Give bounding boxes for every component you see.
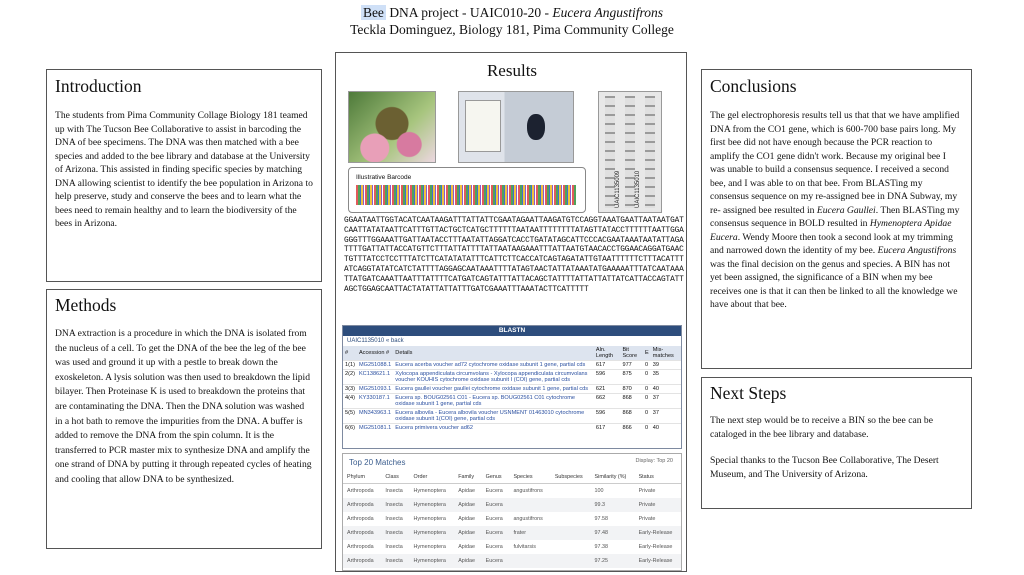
blastn-cell: 35 <box>651 370 681 385</box>
blastn-cell: 37 <box>651 394 681 409</box>
blastn-cell: 40 <box>651 385 681 394</box>
blastn-cell: 40 <box>651 424 681 433</box>
top-20-matches-screenshot <box>342 453 682 571</box>
blastn-table <box>343 346 681 432</box>
blastn-cell: 617 <box>594 424 621 433</box>
blastn-cell: 37 <box>651 409 681 424</box>
dna-sequence: GGAATAATTGGTACATCAATAAGATTTATTATTCGAATAGAATTAAGATGTCCAGGTAAATGAATTAATAATGATCAATTATATAATTCATTTGTTACTGCTCATGCTTTTTTAATAATTTTTTTTATAGTTATACCTTTTTTAATTGGAGGGTTTGGAAATTGATTAATACCTTTAATATTAGGATCACCTGATATAGCATTCCCACGAATAAATAATATTAGATTTTGATTATTACCATGTTCTTTATTATTTTATTAATAAGAAATTTATTAATGTAACACCTGGAACAGGATGAACTGTTTATCCTCCTTTATCTTCATATATATTTCATTCTTCACCATCAGTAGATATTGTAATTTTTTCTTTACATTTATCAGGTATATCATCTATTTTAGGAGCAATAAATTTTATAGTAACTATTATAAATATGAAAAATTTATCAATAAATTATGATCAAATTAATTTATTTTCATGATCAGTATTTATTACAGCTATTTTATTATTATTATCATTACCAGTATTAGCTGGAGCAATTACTATATTATTATTTGATCGAAATTTAAATACTTCATTTTT <box>344 217 684 294</box>
top20-cell: Arthropoda <box>347 544 374 550</box>
blastn-column-header: E <box>643 346 651 361</box>
introduction-panel <box>46 69 322 282</box>
blastn-column-header: Details <box>393 346 594 361</box>
top20-cell <box>551 526 591 540</box>
gel-label: UAIC1135010 <box>635 170 641 208</box>
blastn-cell: KY330187.1 <box>357 394 393 409</box>
gel-lane <box>625 96 635 208</box>
blastn-back-link[interactable]: « back <box>385 338 404 344</box>
blastn-cell: 875 <box>620 370 643 385</box>
top20-cell: 97.48 <box>591 526 635 540</box>
blastn-cell: 0 <box>643 394 651 409</box>
top20-cell: Early-Release <box>638 544 673 550</box>
conclusions-text: The gel electrophoresis results tell us that that we have amplified DNA from the CO1 gene, which is 600-700 base pairs long. My first bee did not have enough because the PCR reaction to amplify the CO1 gene didn't work. Because my original bee I was unable to build a consensus sequence. I received a second bee, and I was able to on that bee. From BLASTing my consensus sequence on my re-assigned bee in DNA Subway, my re- assigned bee resulted in Eucera Gaullei. Then BLASTing my consensus sequence in BOLD resulted in Hymenoptera Apidae Eucera. Wendy Moore then took a second look at my trimming and narrowed down the identity of my bee. Eucera Angustifrons was the final decision on the genus and species. A BIN has not yet been assigned, the significance of a BIN when my bee receives one is that it can then be linked to all the knowledge we have about that bee. <box>710 110 960 310</box>
blastn-cell: 621 <box>594 385 621 394</box>
top20-cell: Private <box>638 516 656 522</box>
top20-cell: Eucera <box>482 498 510 512</box>
conclusions-panel <box>701 69 972 369</box>
top20-cell: Hymenoptera <box>410 526 455 540</box>
barcode-title: Illustrative Barcode <box>356 174 412 181</box>
introduction-heading: Introduction <box>55 76 142 96</box>
top20-cell: Hymenoptera <box>410 554 455 568</box>
gel-lane <box>645 96 655 208</box>
methods-heading: Methods <box>55 295 117 315</box>
blastn-cell: 6(6) <box>345 425 355 431</box>
top20-cell: Apidae <box>458 488 475 494</box>
blastn-row[interactable] <box>343 370 681 385</box>
top20-cell: Insecta <box>381 498 409 512</box>
top20-cell: Hymenoptera <box>413 516 446 522</box>
top20-cell <box>551 484 591 499</box>
top20-cell: Early-Release <box>635 526 681 540</box>
blastn-column-header: Accession # <box>357 346 393 361</box>
blastn-title: BLASTN <box>343 326 681 336</box>
blastn-cell: 866 <box>620 424 643 433</box>
top20-column-header: Phylum <box>343 471 381 484</box>
blastn-cell: 0 <box>643 385 651 394</box>
bee-specimen <box>527 114 545 140</box>
next-steps-text: The next step would be to receive a BIN so the bee can be cataloged in the bee library and database. <box>710 415 933 440</box>
results-heading: Results <box>486 61 538 80</box>
top20-cell: Apidae <box>458 544 475 550</box>
top20-cell: Hymenoptera <box>410 498 455 512</box>
blastn-cell: 0 <box>643 370 651 385</box>
blastn-cell: MG251088.1 <box>358 362 392 368</box>
top20-cell: Apidae <box>458 516 475 522</box>
poster-title <box>0 4 1024 21</box>
top20-column-header: Subspecies <box>551 471 591 484</box>
top20-cell: Apidae <box>454 526 481 540</box>
top20-cell: Insecta <box>385 516 403 522</box>
blastn-cell: 1(1) <box>345 362 355 368</box>
top20-cell: fulvitarsis <box>513 544 536 550</box>
top20-cell: Arthropoda <box>343 554 381 568</box>
top20-cell: Apidae <box>454 498 481 512</box>
top20-row <box>343 512 681 526</box>
top20-column-header: Status <box>635 471 681 484</box>
title-text: DNA project - UAIC010-20 - <box>385 5 553 20</box>
gel-lane <box>605 96 615 208</box>
title-species: Eucera Angustifrons <box>552 5 664 20</box>
top20-cell: Private <box>638 488 656 494</box>
blastn-cell: 2(2) <box>343 370 357 385</box>
top20-column-header: Order <box>410 471 455 484</box>
top20-cell: Hymenoptera <box>413 488 446 494</box>
top20-cell: Eucera <box>482 554 510 568</box>
gel-electrophoresis-image <box>598 91 662 213</box>
blastn-cell: 0 <box>643 361 651 370</box>
specimen-label <box>465 100 501 152</box>
blastn-row[interactable] <box>343 385 681 394</box>
top20-cell: Eucera <box>485 488 503 494</box>
blastn-results-screenshot <box>342 325 682 449</box>
top20-title: Top 20 Matches <box>349 458 406 467</box>
top20-cell: Early-Release <box>635 554 681 568</box>
top20-cell: 97.25 <box>591 554 635 568</box>
top20-display-select[interactable]: Display: Top 20 <box>635 458 673 464</box>
blastn-cell: MG251081.1 <box>358 425 392 431</box>
blastn-cell: Eucera gaullei voucher gaullei cytochrome oxidase subunit 1 gene, partial cds <box>393 385 594 394</box>
top20-column-header: Genus <box>482 471 510 484</box>
top20-row <box>343 554 681 568</box>
blastn-row[interactable] <box>343 409 681 424</box>
blastn-cell: Eucera acerba voucher ad72 cytochrome oxidase subunit 1 gene, partial cds <box>393 361 594 370</box>
blastn-cell: 0 <box>643 409 651 424</box>
blastn-column-header: Mis-matches <box>651 346 681 361</box>
next-steps-heading: Next Steps <box>710 383 787 403</box>
blastn-cell: Eucera albovila - Eucera albovila voucher USNMENT 01463010 cytochrome oxidase subunit 1(COI) gene, partial cds <box>393 409 594 424</box>
top20-cell: 100 <box>594 488 604 494</box>
top20-cell: Eucera <box>485 516 503 522</box>
top20-cell: angustifrons <box>513 516 543 522</box>
blastn-cell: 39 <box>651 361 681 370</box>
top20-cell: angustifrons <box>513 488 543 494</box>
illustrative-barcode <box>348 167 586 213</box>
top20-cell <box>509 498 550 512</box>
top20-cell <box>551 512 591 526</box>
top20-cell: Eucera <box>485 544 503 550</box>
blastn-row[interactable] <box>343 394 681 409</box>
top20-cell: Arthropoda <box>343 526 381 540</box>
top20-cell: Private <box>635 498 681 512</box>
introduction-text: The students from Pima Community Collage Biology 181 teamed up with The Tucson Bee Collaborative to assist in barcoding the DNA of bee specimens. The DNA was then matched with a bee species and added to the bee library and database at the University of Arizona. This assisted in finding specific species by matching DNA allowing scientist to identify the bee population in Arizona to help preserve, study and conserve the bees and to learn what the bees need to remain healthy and to learn the biodiversity of the bees in Arizona. <box>55 110 313 229</box>
methods-panel <box>46 289 322 549</box>
blastn-column-header: Aln. Length <box>594 346 621 361</box>
top20-column-header: Similarity (%) <box>591 471 635 484</box>
top20-row <box>343 498 681 512</box>
top20-cell: Arthropoda <box>347 488 374 494</box>
blastn-cell: 596 <box>594 409 621 424</box>
top20-cell: Insecta <box>385 488 403 494</box>
blastn-cell: 662 <box>594 394 621 409</box>
methods-text: DNA extraction is a procedure in which the DNA is isolated from the nucleus of a cell. To get the DNA of the bee the leg of the bee was used and ground it up with a pestle to break down the exoskeleton. A lysis solution was then used to breakdown the lipid bilayer. Then Proteinase K is used to breakdown the proteins that are contaminating the DNA. Then the DNA solution was washed in a hot bath to remove the impurities from the DNA. A buffer is added to remove the DNA from the spin column. It is the transferred to PCR master mix to synthesize DNA and amplify the one strand of DNA by putting it through repeated cycles of heating and cooling that allow DNA to be synthesized. <box>55 328 312 485</box>
top20-row <box>343 526 681 540</box>
top20-column-header: Family <box>454 471 481 484</box>
blastn-cell: 5(5) <box>343 409 357 424</box>
blastn-cell: 977 <box>620 361 643 370</box>
blastn-cell: MN343963.1 <box>357 409 393 424</box>
poster-subtitle: Teckla Dominguez, Biology 181, Pima Community College <box>350 22 674 37</box>
top20-row <box>343 484 681 499</box>
top20-cell: Arthropoda <box>343 498 381 512</box>
top20-cell <box>551 498 591 512</box>
blastn-cell: 870 <box>620 385 643 394</box>
top20-cell: Eucera <box>482 526 510 540</box>
top20-table <box>343 471 681 568</box>
blastn-cell: Eucera primivera voucher ad62 <box>393 424 594 433</box>
top20-cell: 97.58 <box>594 516 609 522</box>
blastn-cell: MG251093.1 <box>358 386 392 392</box>
barcode-bars <box>356 185 576 205</box>
blastn-cell: 0 <box>643 424 651 433</box>
top20-cell <box>509 554 550 568</box>
blastn-query-id: UAIC1135010 <box>347 338 385 344</box>
top20-cell: Hymenoptera <box>413 544 446 550</box>
top20-cell: frater <box>509 526 550 540</box>
next-steps-panel <box>701 377 972 509</box>
blastn-row[interactable] <box>343 424 681 433</box>
top20-cell: Arthropoda <box>347 516 374 522</box>
conclusions-heading: Conclusions <box>710 76 797 96</box>
top20-cell: Insecta <box>381 526 409 540</box>
top20-row <box>343 540 681 554</box>
top20-cell: Insecta <box>385 544 403 550</box>
top20-cell: 97.38 <box>594 544 609 550</box>
gel-label: UAIC1135009 <box>615 170 621 208</box>
blastn-cell: 3(3) <box>345 386 355 392</box>
bee-specimen-photo <box>458 91 574 163</box>
blastn-cell: Xylocopa appendiculata circumvolans - Xylocopa appendiculata circumvolans voucher KOUHIS cytochrome oxidase subunit I (COI) gene, partial cds <box>393 370 594 385</box>
bee-on-flower-photo <box>348 91 436 163</box>
top20-column-header: Class <box>381 471 409 484</box>
title-highlight: Bee <box>362 5 384 20</box>
blastn-cell: KC138621.1 <box>357 370 393 385</box>
blastn-cell: 4(4) <box>343 394 357 409</box>
results-panel <box>335 52 687 572</box>
blastn-row[interactable] <box>343 361 681 370</box>
top20-cell: Insecta <box>381 554 409 568</box>
top20-cell <box>551 554 591 568</box>
blastn-cell: 617 <box>594 361 621 370</box>
acknowledgements-text: Special thanks to the Tucson Bee Collaborative, The Desert Museum, and The University of Arizona. <box>710 455 939 480</box>
blastn-cell: Eucera sp. BOUG02561 C01 - Eucera sp. BOUG02561 C01 cytochrome oxidase subunit 1 gene, partial cds <box>393 394 594 409</box>
blastn-cell: 596 <box>594 370 621 385</box>
top20-column-header: Species <box>509 471 550 484</box>
top20-cell: 99.3 <box>591 498 635 512</box>
top20-cell <box>551 540 591 554</box>
blastn-cell: 868 <box>620 409 643 424</box>
poster-header <box>0 4 1024 38</box>
blastn-cell: 868 <box>620 394 643 409</box>
blastn-column-header: Bit Score <box>620 346 643 361</box>
top20-cell: Apidae <box>454 554 481 568</box>
blastn-column-header: # <box>343 346 357 361</box>
